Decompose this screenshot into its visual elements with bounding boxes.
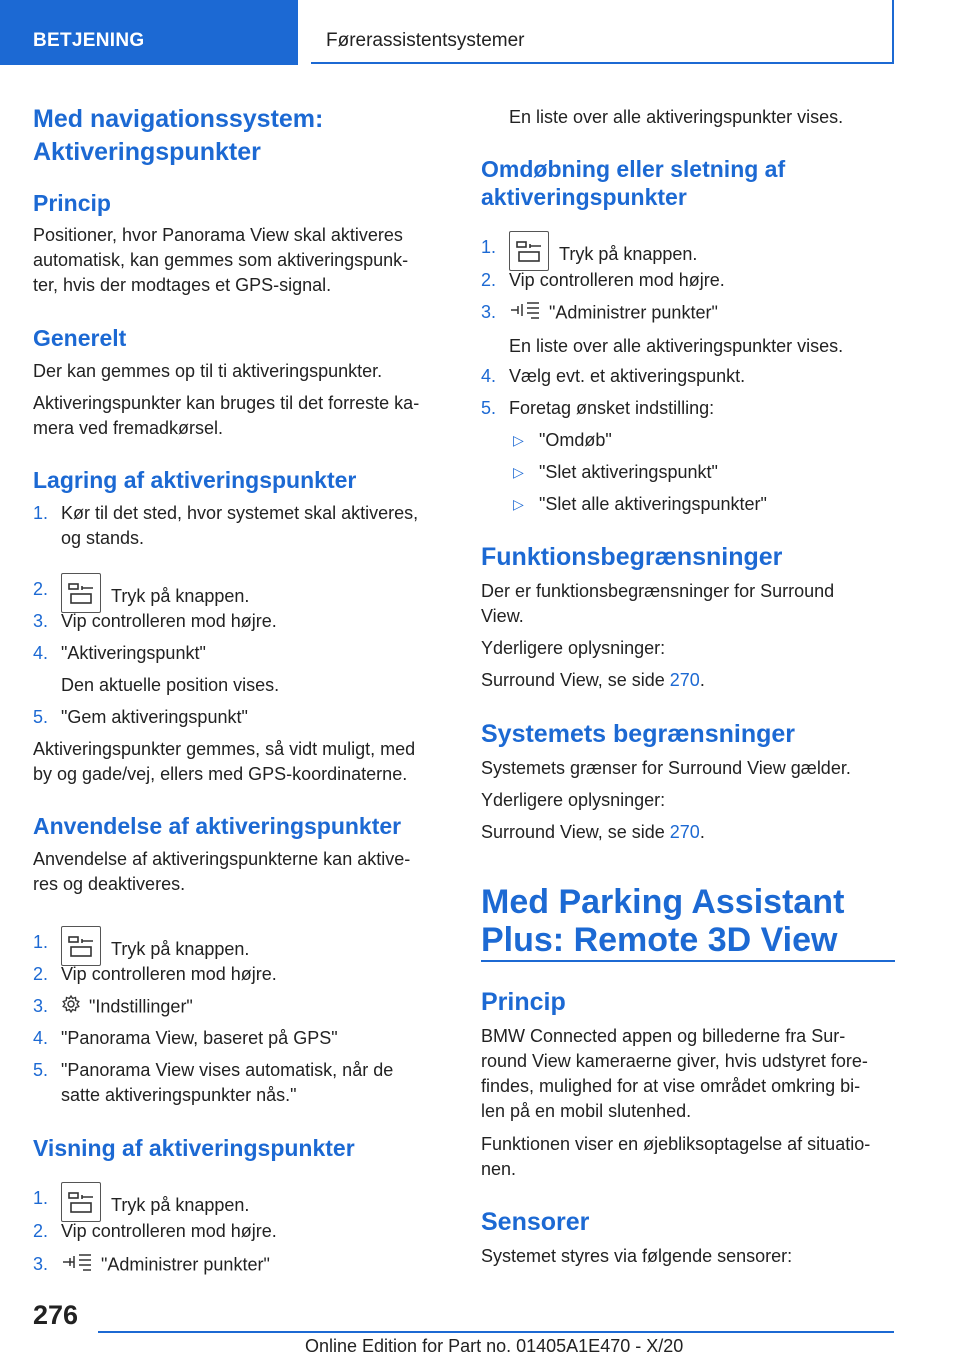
camera-view-button-icon <box>61 926 101 966</box>
header-chapter-tab <box>311 0 894 64</box>
manage-points-icon <box>509 300 541 327</box>
heading-omdobning: Omdøbning eller sletning af aktiveringspunkter <box>481 156 786 210</box>
sys-text: Systemets grænser for Surround View gælder. <box>481 758 851 778</box>
parking-p1: BMW Connected appen og billederne fra Sur- round View kameraerne giver, hvis udstyret fore- findes, mulighed for at vise området omkring bi- len på en mobil slutenhed. <box>481 1026 868 1121</box>
visning-continuation: En liste over alle aktiveringspunkter vises. <box>509 107 844 127</box>
heading-systemets-begraensninger: Systemets begrænsninger <box>481 720 795 748</box>
funk-ref: Surround View, se side 270. <box>481 670 705 690</box>
heading-sensorer: Sensorer <box>481 1208 590 1236</box>
sensor-text: Systemet styres via følgende sensorer: <box>481 1246 793 1266</box>
section-heading-navigation: Med navigationssystem: Aktiveringspunkter <box>33 105 324 166</box>
funk-text: Der er funktionsbegrænsninger for Surround View. <box>481 581 835 626</box>
footer-rule <box>98 1331 894 1333</box>
heading-princip: Princip <box>33 190 111 216</box>
heading-lagring: Lagring af aktiveringspunkter <box>33 467 357 493</box>
header-section-label: BETJENING <box>33 30 145 51</box>
manage-points-icon <box>61 1252 93 1279</box>
triangle-right-icon: ▷ <box>513 496 524 512</box>
heading-visning: Visning af aktiveringspunkter <box>33 1135 355 1161</box>
camera-view-button-icon <box>61 1182 101 1222</box>
heading-rule <box>481 960 895 962</box>
sys-ref: Surround View, se side 270. <box>481 822 705 842</box>
princip-text: Positioner, hvor Panorama View skal aktiveres automatisk, kan gemmes som aktiveringspunk- ter, hvis der modtages et GPS-signal. <box>33 225 409 295</box>
footer-edition: Online Edition for Part no. 01405A1E470 - X/20 <box>305 1336 684 1356</box>
heading-parking-assistant: Med Parking Assistant Plus: Remote 3D View <box>481 883 845 959</box>
generelt-p2: Aktiveringspunkter kan bruges til det forreste ka- mera ved fremadkørsel. <box>33 393 420 438</box>
page-link[interactable]: 270 <box>669 670 700 690</box>
parking-p2: Funktionen viser en øjebliksoptagelse af situatio- nen. <box>481 1134 871 1179</box>
generelt-p1: Der kan gemmes op til ti aktiveringspunkter. <box>33 361 383 381</box>
triangle-right-icon: ▷ <box>513 432 524 448</box>
camera-view-button-icon <box>509 231 549 271</box>
heading-funktionsbegraensninger: Funktionsbegrænsninger <box>481 543 783 571</box>
heading-generelt: Generelt <box>33 325 127 351</box>
page-number: 276 <box>33 1300 79 1330</box>
lagring-after: Aktiveringspunkter gemmes, så vidt muligt, med by og gade/vej, ellers med GPS-koordinaterne. <box>33 739 416 784</box>
header-chapter-label: Førerassistentsystemer <box>326 30 525 51</box>
gear-icon <box>61 994 81 1021</box>
page-link[interactable]: 270 <box>669 822 700 842</box>
anvendelse-intro: Anvendelse af aktiveringspunkterne kan aktive- res og deaktiveres. <box>33 849 411 894</box>
camera-view-button-icon <box>61 573 101 613</box>
triangle-right-icon: ▷ <box>513 464 524 480</box>
funk-more: Yderligere oplysninger: <box>481 638 666 658</box>
heading-anvendelse: Anvendelse af aktiveringspunkter <box>33 813 402 839</box>
sys-more: Yderligere oplysninger: <box>481 790 666 810</box>
header-section-tab <box>0 0 298 65</box>
heading-princip-parking: Princip <box>481 988 566 1016</box>
